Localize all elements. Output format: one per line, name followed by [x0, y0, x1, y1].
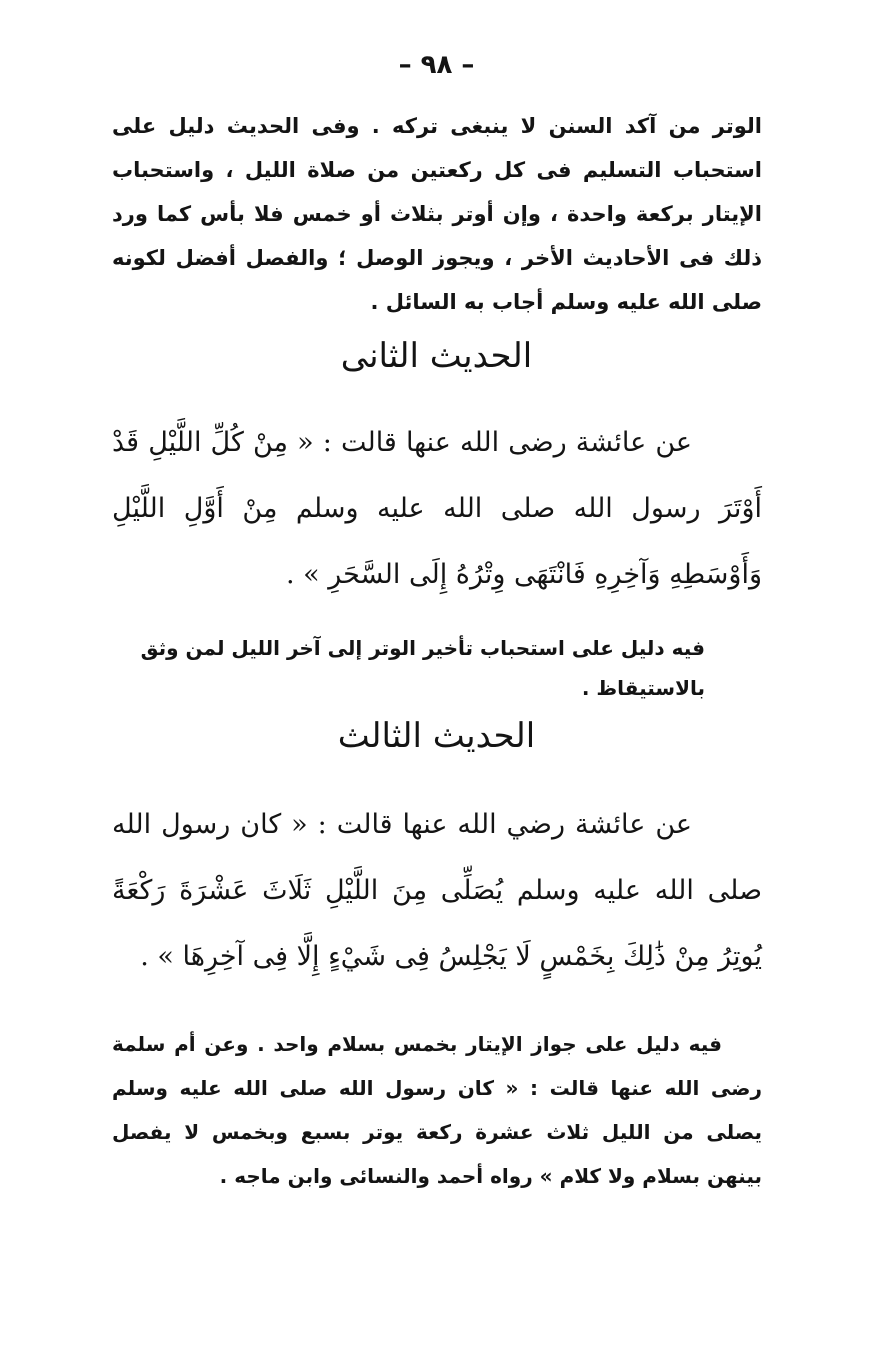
hadith2-text: « مِنْ كُلِّ اللَّيْلِ قَدْ أَوْتَرَ رسول الله صلى الله عليه وسلم مِنْ أَوَّلِ اللَّيْلِ وَأَوْسَطِهِ وَآخِرِهِ فَانْتَهَى وِتْرُهُ إِلَى السَّحَرِ » . — [112, 427, 762, 590]
hadith3-heading: الحديث الثالث — [337, 716, 536, 756]
hadith3-lead: عن عائشة رضي الله عنها قالت : — [317, 809, 692, 840]
page-number: – ٩٨ – — [398, 50, 475, 80]
hadith2-heading: الحديث الثانى — [340, 336, 533, 376]
hadith3-commentary-block — [112, 1022, 762, 1198]
intro-paragraph: الوتر من آكد السنن لا ينبغى تركه . وفى الحديث دليل على استحباب التسليم فى كل ركعتين من صلاة الليل ، واستحباب الإيتار بركعة واحدة ، وإن أوتر بثلاث أو خمس فلا بأس كما ورد ذلك فى الأحاديث الأخر ، ويجوز الوصل ؛ والفصل أفضل لكونه صلى الله عليه وسلم أجاب به السائل . — [112, 114, 762, 314]
hadith2-body — [112, 410, 762, 608]
hadith2-commentary: فيه دليل على استحباب تأخير الوتر إلى آخر الليل لمن وثق بالاستيقاظ . — [140, 636, 705, 700]
hadith3-text: « كان رسول الله صلى الله عليه وسلم يُصَلِّى مِنَ اللَّيْلِ ثَلَاثَ عَشْرَةَ رَكْعَةً يُوتِرُ مِنْ ذَٰلِكَ بِخَمْسٍ لَا يَجْلِسُ فِى شَيْءٍ إِلَّا فِى آخِرِهَا » . — [112, 809, 762, 972]
hadith3-body — [112, 792, 762, 990]
hadith3-commentary: فيه دليل على جواز الإيتار بخمس بسلام واحد . وعن أم سلمة رضى الله عنها قالت : « كان رسول الله صلى الله عليه وسلم يصلى من الليل ثلاث عشرة ركعة يوتر بسبع وبخمس لا يفصل بينهن بسلام ولا كلام » رواه أحمد والنسائى وابن ماجه . — [112, 1032, 762, 1188]
hadith2-lead: عن عائشة رضى الله عنها قالت : — [322, 427, 692, 458]
